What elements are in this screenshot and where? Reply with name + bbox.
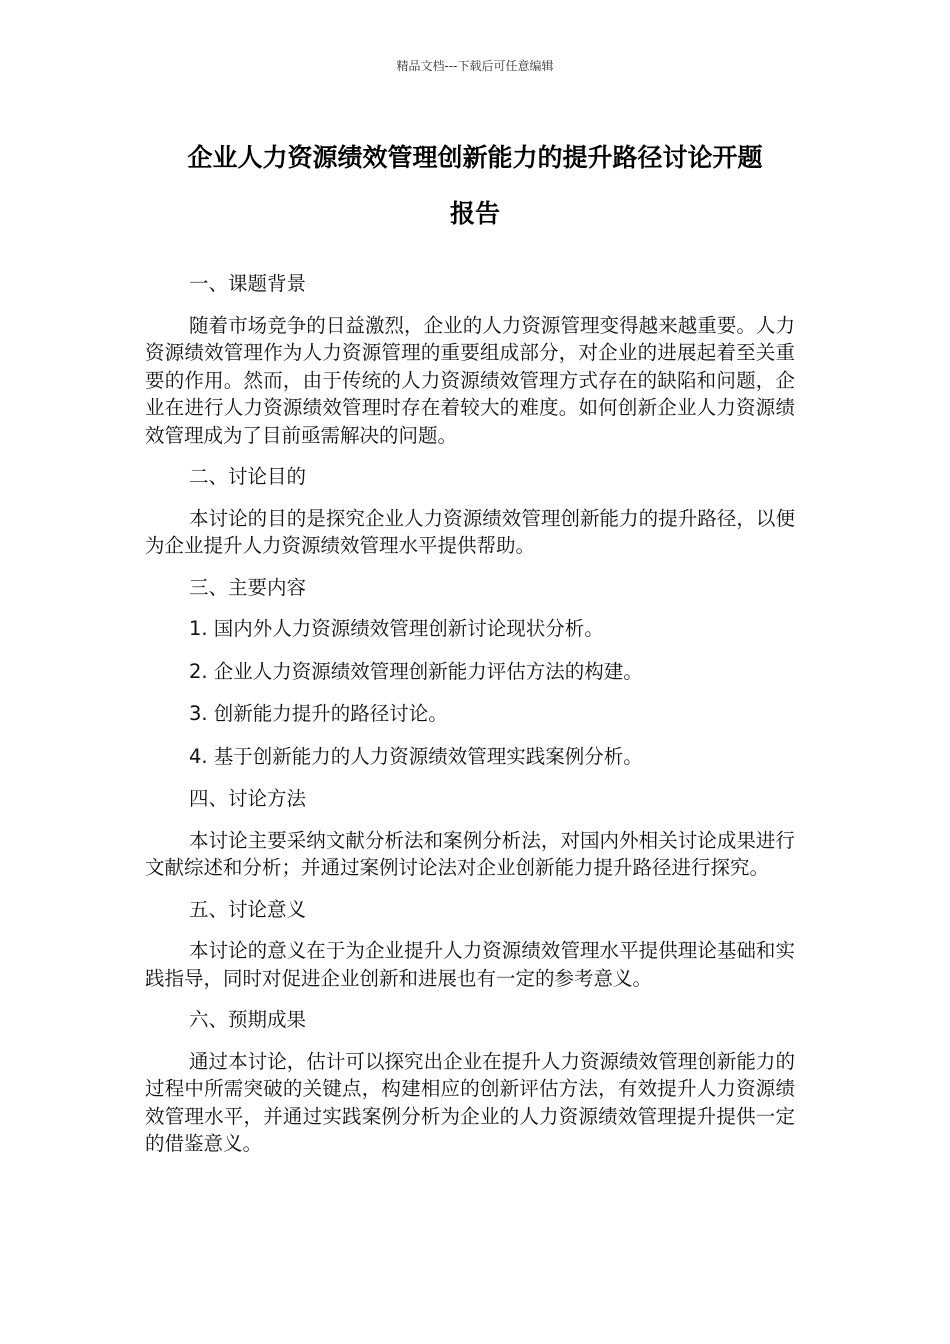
section-heading-expected-results: 六、预期成果	[189, 1008, 307, 1031]
list-item: 2. 企业人力资源绩效管理创新能力评估方法的构建。	[189, 659, 643, 683]
section-heading-methods: 四、讨论方法	[189, 787, 307, 810]
page-header-note: 精品文档---下载后可任意编辑	[396, 59, 554, 73]
list-item: 3. 创新能力提升的路径讨论。	[189, 702, 448, 725]
document-title-line-2: 报告	[449, 199, 500, 228]
document-title-line-1: 企业人力资源绩效管理创新能力的提升路径讨论开题	[187, 143, 763, 172]
section-paragraph-purpose: 本讨论的目的是探究企业人力资源绩效管理创新能力的提升路径，以便为企业提升人力资源绩效管理水平提供帮助。	[145, 506, 795, 557]
section-paragraph-background: 随着市场竞争的日益激烈，企业的人力资源管理变得越来越重要。人力资源绩效管理作为人力资源管理的重要组成部分，对企业的进展起着至关重要的作用。然而，由于传统的人力资源绩效管理方式存在的缺陷和问题，企业在进行人力资源绩效管理时存在着较大的难度。如何创新企业人力资源绩效管理成为了目前亟需解决的问题。	[145, 313, 795, 447]
document-body	[145, 270, 795, 1172]
section-heading-background: 一、课题背景	[189, 272, 307, 295]
list-item: 4. 基于创新能力的人力资源绩效管理实践案例分析。	[189, 744, 643, 768]
list-item: 1. 国内外人力资源绩效管理创新讨论现状分析。	[189, 617, 604, 640]
section-paragraph-expected-results: 通过本讨论，估计可以探究出企业在提升人力资源绩效管理创新能力的过程中所需突破的关键点，构建相应的创新评估方法，有效提升人力资源绩效管理水平，并通过实践案例分析为企业的人力资源绩效管理提升提供一定的借鉴意义。	[145, 1049, 795, 1155]
section-paragraph-methods: 本讨论主要采纳文献分析法和案例分析法，对国内外相关讨论成果进行文献综述和分析；并通过案例讨论法对企业创新能力提升路径进行探究。	[145, 828, 795, 879]
section-heading-purpose: 二、讨论目的	[189, 465, 307, 488]
section-paragraph-significance: 本讨论的意义在于为企业提升人力资源绩效管理水平提供理论基础和实践指导，同时对促进企业创新和进展也有一定的参考意义。	[145, 939, 795, 990]
section-heading-significance: 五、讨论意义	[189, 897, 307, 921]
section-heading-main-content: 三、主要内容	[189, 575, 307, 599]
